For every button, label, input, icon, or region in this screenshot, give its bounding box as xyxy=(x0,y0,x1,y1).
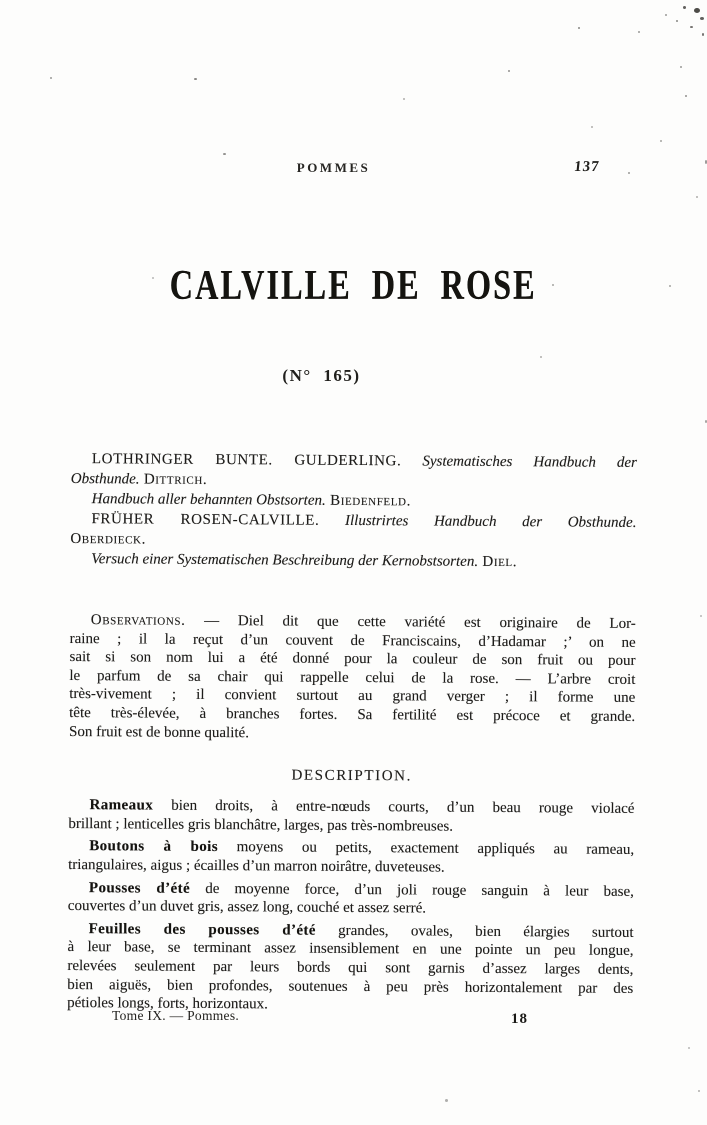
scan-speck xyxy=(680,66,682,68)
text-line: bien aiguës, bien profondes, soutenues à peu près horizontalement par des xyxy=(67,976,634,997)
text-line: très-vivement ; il convient surtout au grand verger ; il forme une xyxy=(69,686,636,707)
description-paragraph-boutons xyxy=(68,837,634,878)
synonym-reference: Illustrirtes Handbuch der Obsthunde. xyxy=(319,512,637,531)
chapter-title xyxy=(0,258,707,311)
synonym-reference: Systematisches Handbuch der xyxy=(401,453,637,471)
text-line: brillant ; lenticelles gris blanchâtre, larges, pas très-nombreuses. xyxy=(68,815,454,835)
scan-speck xyxy=(445,1099,448,1102)
observations-text: — Diel dit que cette variété est originaire de Lor- xyxy=(185,612,636,632)
text-line: à leur base, se terminant assez insensiblement en une pointe un peu longue, xyxy=(67,939,634,960)
observations-lead: Observations. xyxy=(90,612,186,629)
text-line xyxy=(70,509,636,533)
scan-speck xyxy=(552,284,554,286)
scan-speck xyxy=(152,277,154,279)
description-paragraph-feuilles xyxy=(67,920,634,1017)
paragraph-text: grandes, ovales, bien élargies surtout xyxy=(315,922,634,941)
paragraph-text: moyens ou petits, exactement appliqués au rameau, xyxy=(217,839,635,859)
text-line: le parfum de sa chair qui rappelle celui de la rose. — L’arbre croit xyxy=(69,667,636,688)
scan-speck xyxy=(702,33,704,36)
description-paragraph-pousses xyxy=(68,879,634,920)
paragraph-lead: Boutons à bois xyxy=(89,838,219,856)
description-section xyxy=(67,796,634,1016)
text-line: Son fruit est de bonne qualité. xyxy=(68,723,250,741)
scan-speck xyxy=(700,615,702,617)
paragraph-lead: Pousses d’été xyxy=(88,879,191,897)
paragraph-lead: Feuilles des pousses d’été xyxy=(88,920,316,939)
paragraph-text: de moyenne force, d’un joli rouge sanguin à leur base, xyxy=(190,880,634,900)
synonym-author: Diel. xyxy=(478,553,518,571)
synonym-author: Dittrich. xyxy=(139,471,208,488)
running-title: POMMES xyxy=(296,160,371,175)
chapter-title-text: CALVILLE DE ROSE xyxy=(170,261,537,308)
text-line: couvertes d’un duvet gris, assez long, couché et assez serré. xyxy=(67,898,427,917)
scan-speck xyxy=(676,20,678,22)
scan-speck xyxy=(508,70,510,72)
text-line: triangulaires, aigus ; écailles d’un marron noirâtre, duveteuses. xyxy=(68,856,445,876)
text-line: sait si son nom lui a été donné pour la couleur de son fruit ou pour xyxy=(69,649,636,670)
scan-speck xyxy=(591,126,593,128)
scan-speck xyxy=(660,140,662,142)
scan-speck xyxy=(694,8,700,13)
text-line: relevées seulement par leurs bords qui sont garnis d’assez larges dents, xyxy=(67,957,634,978)
page-number-top: 137 xyxy=(573,159,601,175)
text-line xyxy=(70,549,636,573)
description-paragraph-rameaux xyxy=(68,796,634,837)
synonym-reference: Handbuch aller behannten Obstsorten. xyxy=(91,491,326,509)
paragraph-lead: Rameaux xyxy=(89,797,154,814)
scan-speck xyxy=(665,14,667,16)
synonym-name: LOTHRINGER BUNTE. GULDERLING. xyxy=(91,451,402,470)
synonym-reference: Versuch einer Systematischen Beschreibung der Kernobstsorten. xyxy=(91,551,479,570)
description-heading: DESCRIPTION. xyxy=(291,767,413,785)
synonym-reference: Obsthunde. xyxy=(70,470,140,488)
scan-speck xyxy=(690,26,693,28)
scan-speck xyxy=(696,196,698,198)
scan-speck xyxy=(628,172,630,174)
scan-speck xyxy=(700,17,704,20)
scan-speck xyxy=(540,356,542,358)
scan-speck xyxy=(403,98,405,100)
text-line: pétioles longs, forts, horizontaux. xyxy=(67,995,268,1013)
scan-speck xyxy=(683,6,686,9)
scan-speck xyxy=(50,77,52,79)
scan-speck xyxy=(638,31,640,33)
synonym-author: Oberdieck. xyxy=(70,530,147,548)
synonyms-section xyxy=(70,449,637,573)
scan-speck xyxy=(669,285,671,287)
scan-speck xyxy=(698,1090,700,1092)
variety-number: (N° 165) xyxy=(282,366,361,385)
scan-speck xyxy=(223,153,226,155)
text-line: raine ; il la reçut d’un couvent de Franciscains, d’Hadamar ;’ on ne xyxy=(69,630,636,651)
synonym-name: FRÜHER ROSEN-CALVILLE. xyxy=(91,511,320,529)
text-line: tête très-élevée, à branches fortes. Sa fertilité est précoce et grande. xyxy=(69,704,636,725)
text-block xyxy=(67,449,637,1021)
scan-speck xyxy=(685,95,687,97)
observations-section xyxy=(69,611,636,745)
scan-speck xyxy=(578,27,580,29)
scan-speck xyxy=(194,78,197,80)
footer-volume-label: Tome IX. — Pommes. xyxy=(112,1008,240,1023)
paragraph-text: bien droits, à entre-nœuds courts, d’un beau rouge violacé xyxy=(153,797,635,818)
scan-speck xyxy=(688,1047,690,1049)
page-number-bottom: 18 xyxy=(511,1011,528,1027)
synonym-author: Biedenfeld. xyxy=(325,492,412,510)
